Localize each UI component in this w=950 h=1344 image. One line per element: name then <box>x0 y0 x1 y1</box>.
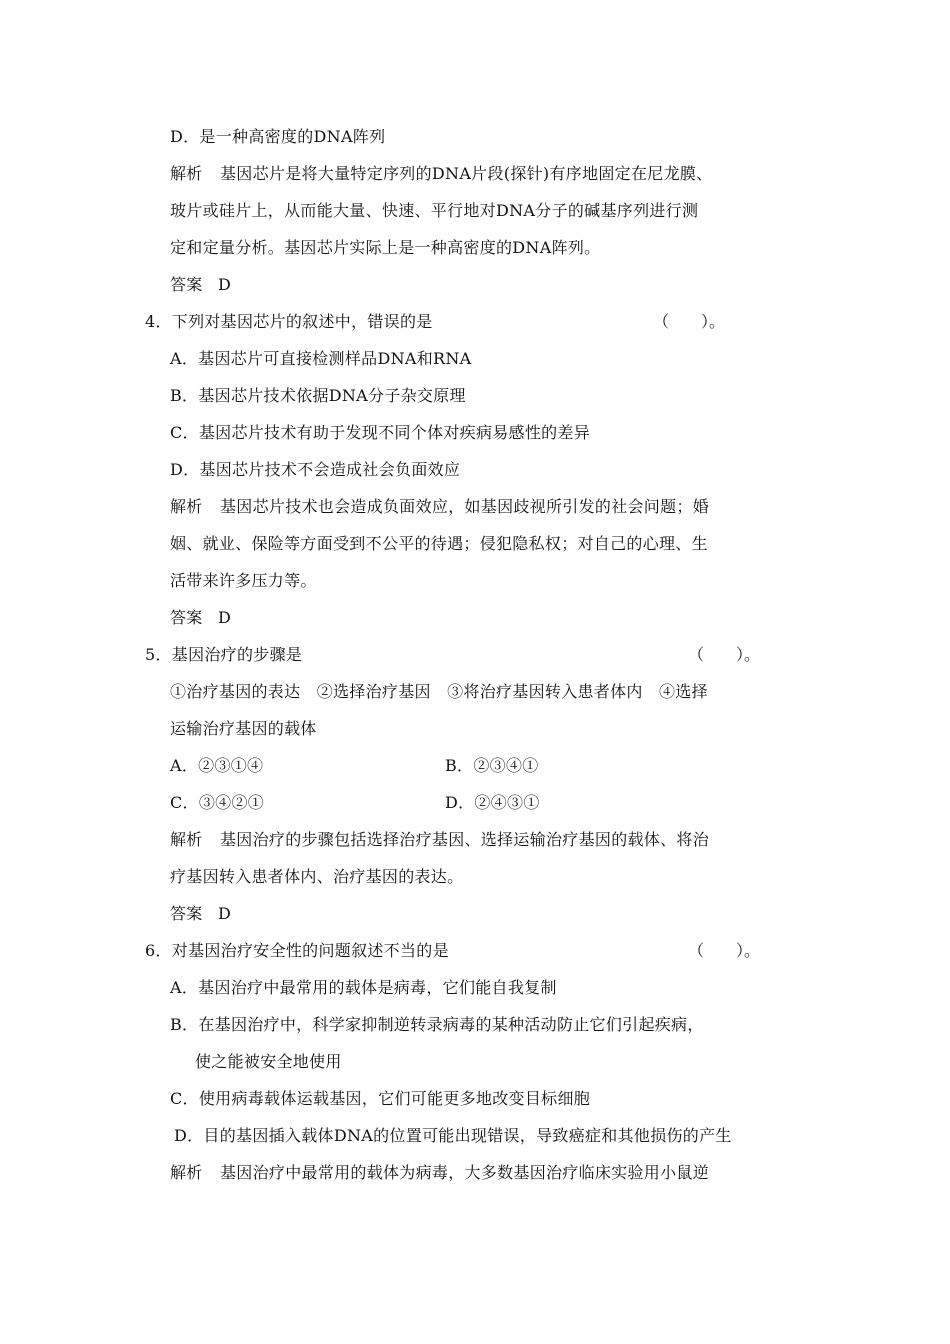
q4-analysis-line-2: 姻、就业、保险等方面受到不公平的待遇；侵犯隐私权；对自己的心理、生 <box>170 534 708 553</box>
q5-option-a: A．②③①④ <box>170 756 264 775</box>
q3-analysis-line-2: 玻片或硅片上，从而能大量、快速、平行地对DNA分子的碱基序列进行测 <box>170 201 699 220</box>
q3-answer: D <box>218 275 232 294</box>
q6-stem: 6．对基因治疗安全性的问题叙述不当的是 <box>145 941 449 960</box>
q4-answer: D <box>218 608 232 627</box>
q4-option-b: B．基因芯片技术依据DNA分子杂交原理 <box>170 386 466 405</box>
q3-analysis-line-3: 定和定量分析。基因芯片实际上是一种高密度的DNA阵列。 <box>170 238 601 257</box>
q6-analysis-label: 解析 <box>170 1163 203 1182</box>
q6-answer-bracket: （ ）。 <box>688 941 761 960</box>
q6-analysis-line-1: 基因治疗中最常用的载体为病毒，大多数基因治疗临床实验用小鼠逆 <box>220 1163 710 1182</box>
q6-option-b-line-2: 使之能被安全地使用 <box>195 1052 342 1071</box>
q5-answer: D <box>218 904 232 923</box>
q5-answer-bracket: （ ）。 <box>688 645 761 664</box>
q5-answer-label: 答案 <box>170 904 203 923</box>
q3-option-d: D．是一种高密度的DNA阵列 <box>170 127 386 146</box>
q4-answer-bracket: （ ）。 <box>653 312 726 331</box>
q5-analysis-label: 解析 <box>170 830 203 849</box>
q4-option-d: D．基因芯片技术不会造成社会负面效应 <box>170 460 461 479</box>
q5-stem: 5．基因治疗的步骤是 <box>145 645 303 664</box>
q4-analysis-line-3: 活带来许多压力等。 <box>170 571 317 590</box>
q4-option-c: C．基因芯片技术有助于发现不同个体对疾病易感性的差异 <box>170 423 591 442</box>
q6-option-b-line-1: B．在基因治疗中，科学家抑制逆转录病毒的某种活动防止它们引起疾病， <box>170 1015 704 1034</box>
q5-option-c: C．③④②① <box>170 793 265 812</box>
q5-items-line-1: ①治疗基因的表达 ②选择治疗基因 ③将治疗基因转入患者体内 ④选择 <box>170 682 708 701</box>
q4-option-a: A．基因芯片可直接检测样品DNA和RNA <box>170 349 472 368</box>
q3-analysis-label: 解析 <box>170 164 203 183</box>
q6-option-c: C．使用病毒载体运载基因，它们可能更多地改变目标细胞 <box>170 1089 591 1108</box>
q4-analysis-line-1: 基因芯片技术也会造成负面效应，如基因歧视所引发的社会问题；婚 <box>220 497 710 516</box>
q5-analysis-line-1: 基因治疗的步骤包括选择治疗基因、选择运输治疗基因的载体、将治 <box>220 830 710 849</box>
q4-stem: 4．下列对基因芯片的叙述中，错误的是 <box>145 312 433 331</box>
q5-items-line-2: 运输治疗基因的载体 <box>170 719 317 738</box>
q3-analysis-line-1: 基因芯片是将大量特定序列的DNA片段(探针)有序地固定在尼龙膜、 <box>220 164 713 183</box>
q5-analysis-line-2: 疗基因转入患者体内、治疗基因的表达。 <box>170 867 464 886</box>
q5-option-d: D．②④③① <box>445 793 540 812</box>
q3-answer-label: 答案 <box>170 275 203 294</box>
q4-analysis-label: 解析 <box>170 497 203 516</box>
q5-option-b: B．②③④① <box>445 756 539 775</box>
q6-option-d: D．目的基因插入载体DNA的位置可能出现错误，导致癌症和其他损伤的产生 <box>174 1126 732 1145</box>
q4-answer-label: 答案 <box>170 608 203 627</box>
q6-option-a: A．基因治疗中最常用的载体是病毒，它们能自我复制 <box>170 978 557 997</box>
